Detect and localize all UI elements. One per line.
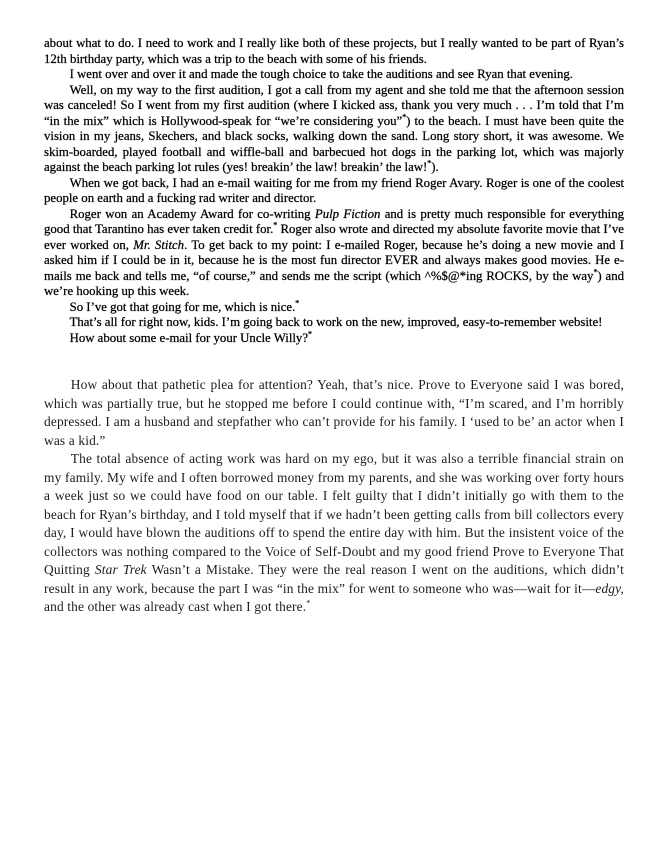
footnote-asterisk: * — [306, 598, 311, 608]
paragraph — [44, 67, 624, 83]
text-run: How about some e-mail for your Uncle Willy? — [69, 330, 309, 345]
text-run: I went over and over it and made the tough choice to take the auditions and see Ryan that evening. — [69, 67, 573, 81]
italic-text: Mr. Stitch — [133, 237, 185, 252]
blog-post-excerpt-section — [44, 36, 624, 346]
paragraph — [44, 176, 624, 207]
commentary-section — [44, 376, 624, 617]
paragraph — [44, 207, 624, 300]
paragraph — [44, 315, 624, 331]
paragraph — [44, 331, 624, 347]
paragraph — [44, 83, 624, 176]
paragraph — [44, 300, 624, 316]
text-run: ) and we’re hooking up this week. — [44, 268, 624, 298]
text-run: Roger also wrote and directed my absolute favorite movie that I’ve ever worked on, — [44, 222, 624, 252]
italic-text: Pulp Fiction — [314, 206, 381, 221]
text-run: Wasn’t a Mistake. They were the real reason I went on the auditions, which didn’t result in any work, because the part I was “in the mix” for went to someone who was—wait for it— — [44, 562, 624, 596]
text-run: So I’ve got that going for me, which is nice. — [69, 299, 296, 314]
footnote-asterisk: * — [295, 298, 300, 308]
text-run: When we got back, I had an e-mail waiting for me from my friend Roger Avary. Roger is one of the coolest people on earth and a fucking rad writer and director. — [44, 175, 624, 205]
footnote-asterisk: * — [273, 220, 278, 230]
paragraph — [44, 450, 624, 617]
footnote-asterisk: * — [427, 158, 432, 168]
footnote-asterisk: * — [308, 329, 312, 339]
text-run: How about that pathetic plea for attention? Yeah, that’s nice. Prove to Everyone said I was bored, which was partially true, but he stopped me before I could continue with, “I’m scared, and I’m horribly depressed. I am a husband and stepfather who can’t provide for his family. I ‘used to be’ an actor when I was a kid.” — [44, 377, 624, 448]
paragraph — [44, 36, 624, 67]
text-run: Well, on my way to the first audition, I got a call from my agent and she told me that the afternoon session was canceled! So I went from my first audition (where I kicked ass, thank you very much . . . I’m told that I’m “in the mix” which is Hollywood-speak for “we’re considering you” — [44, 82, 624, 128]
footnote-asterisk: * — [593, 267, 598, 277]
footnote-asterisk: * — [402, 112, 407, 122]
text-run: . To get back to my point: I e-mailed Roger, because he’s doing a new movie and I asked him if I could be in it, because he is the most fun director EVER and always makes good movies. He e-mails me back and tells me, “of course,” and sends me the script (which ^%$@*ing ROCKS, by the way — [44, 237, 624, 283]
text-run: and is pretty much responsible for everything good that Tarantino has ever taken credit for. — [44, 206, 625, 236]
text-run: about what to do. I need to work and I really like both of these projects, but I really wanted to be part of Ryan’s 12th birthday party, which was a trip to the beach with some of his friends. — [44, 36, 624, 66]
italic-text: Star Trek — [94, 562, 147, 577]
paragraph — [44, 376, 624, 450]
italic-text: edgy, — [595, 580, 624, 596]
text-run: Roger won an Academy Award for co-writing — [69, 206, 315, 221]
text-run: ) to the beach. I must have been quite the vision in my jeans, Skechers, and black socks, walking down the sand. Long story short, it was awesome. We skim-boarded, played football and wiffle-ball and barbecued hot dogs in the parking lot, which was majorly against the beach parking lot rules (yes! breakin’ the law! breakin’ the law! — [44, 113, 624, 174]
text-run: That’s all for right now, kids. I’m going back to work on the new, improved, easy-to-remember website! — [69, 315, 603, 329]
text-run: ). — [431, 160, 439, 174]
text-run: The total absence of acting work was hard on my ego, but it was also a terrible financial strain on my family. My wife and I often borrowed money from my parents, and she was working over forty hours a week just so we could have food on our table. I felt guilty that I didn’t initially go with them to the beach for Ryan’s birthday, and I told myself that if we hadn’t been getting calls from bill collectors every day, I would have blown the auditions off to spend the entire day with him. But the insistent voice of the collectors was nothing compared to the Voice of Self-Doubt and my good friend Prove to Everyone That Quitting — [44, 451, 624, 577]
text-run: and the other was already cast when I got there. — [44, 599, 307, 614]
